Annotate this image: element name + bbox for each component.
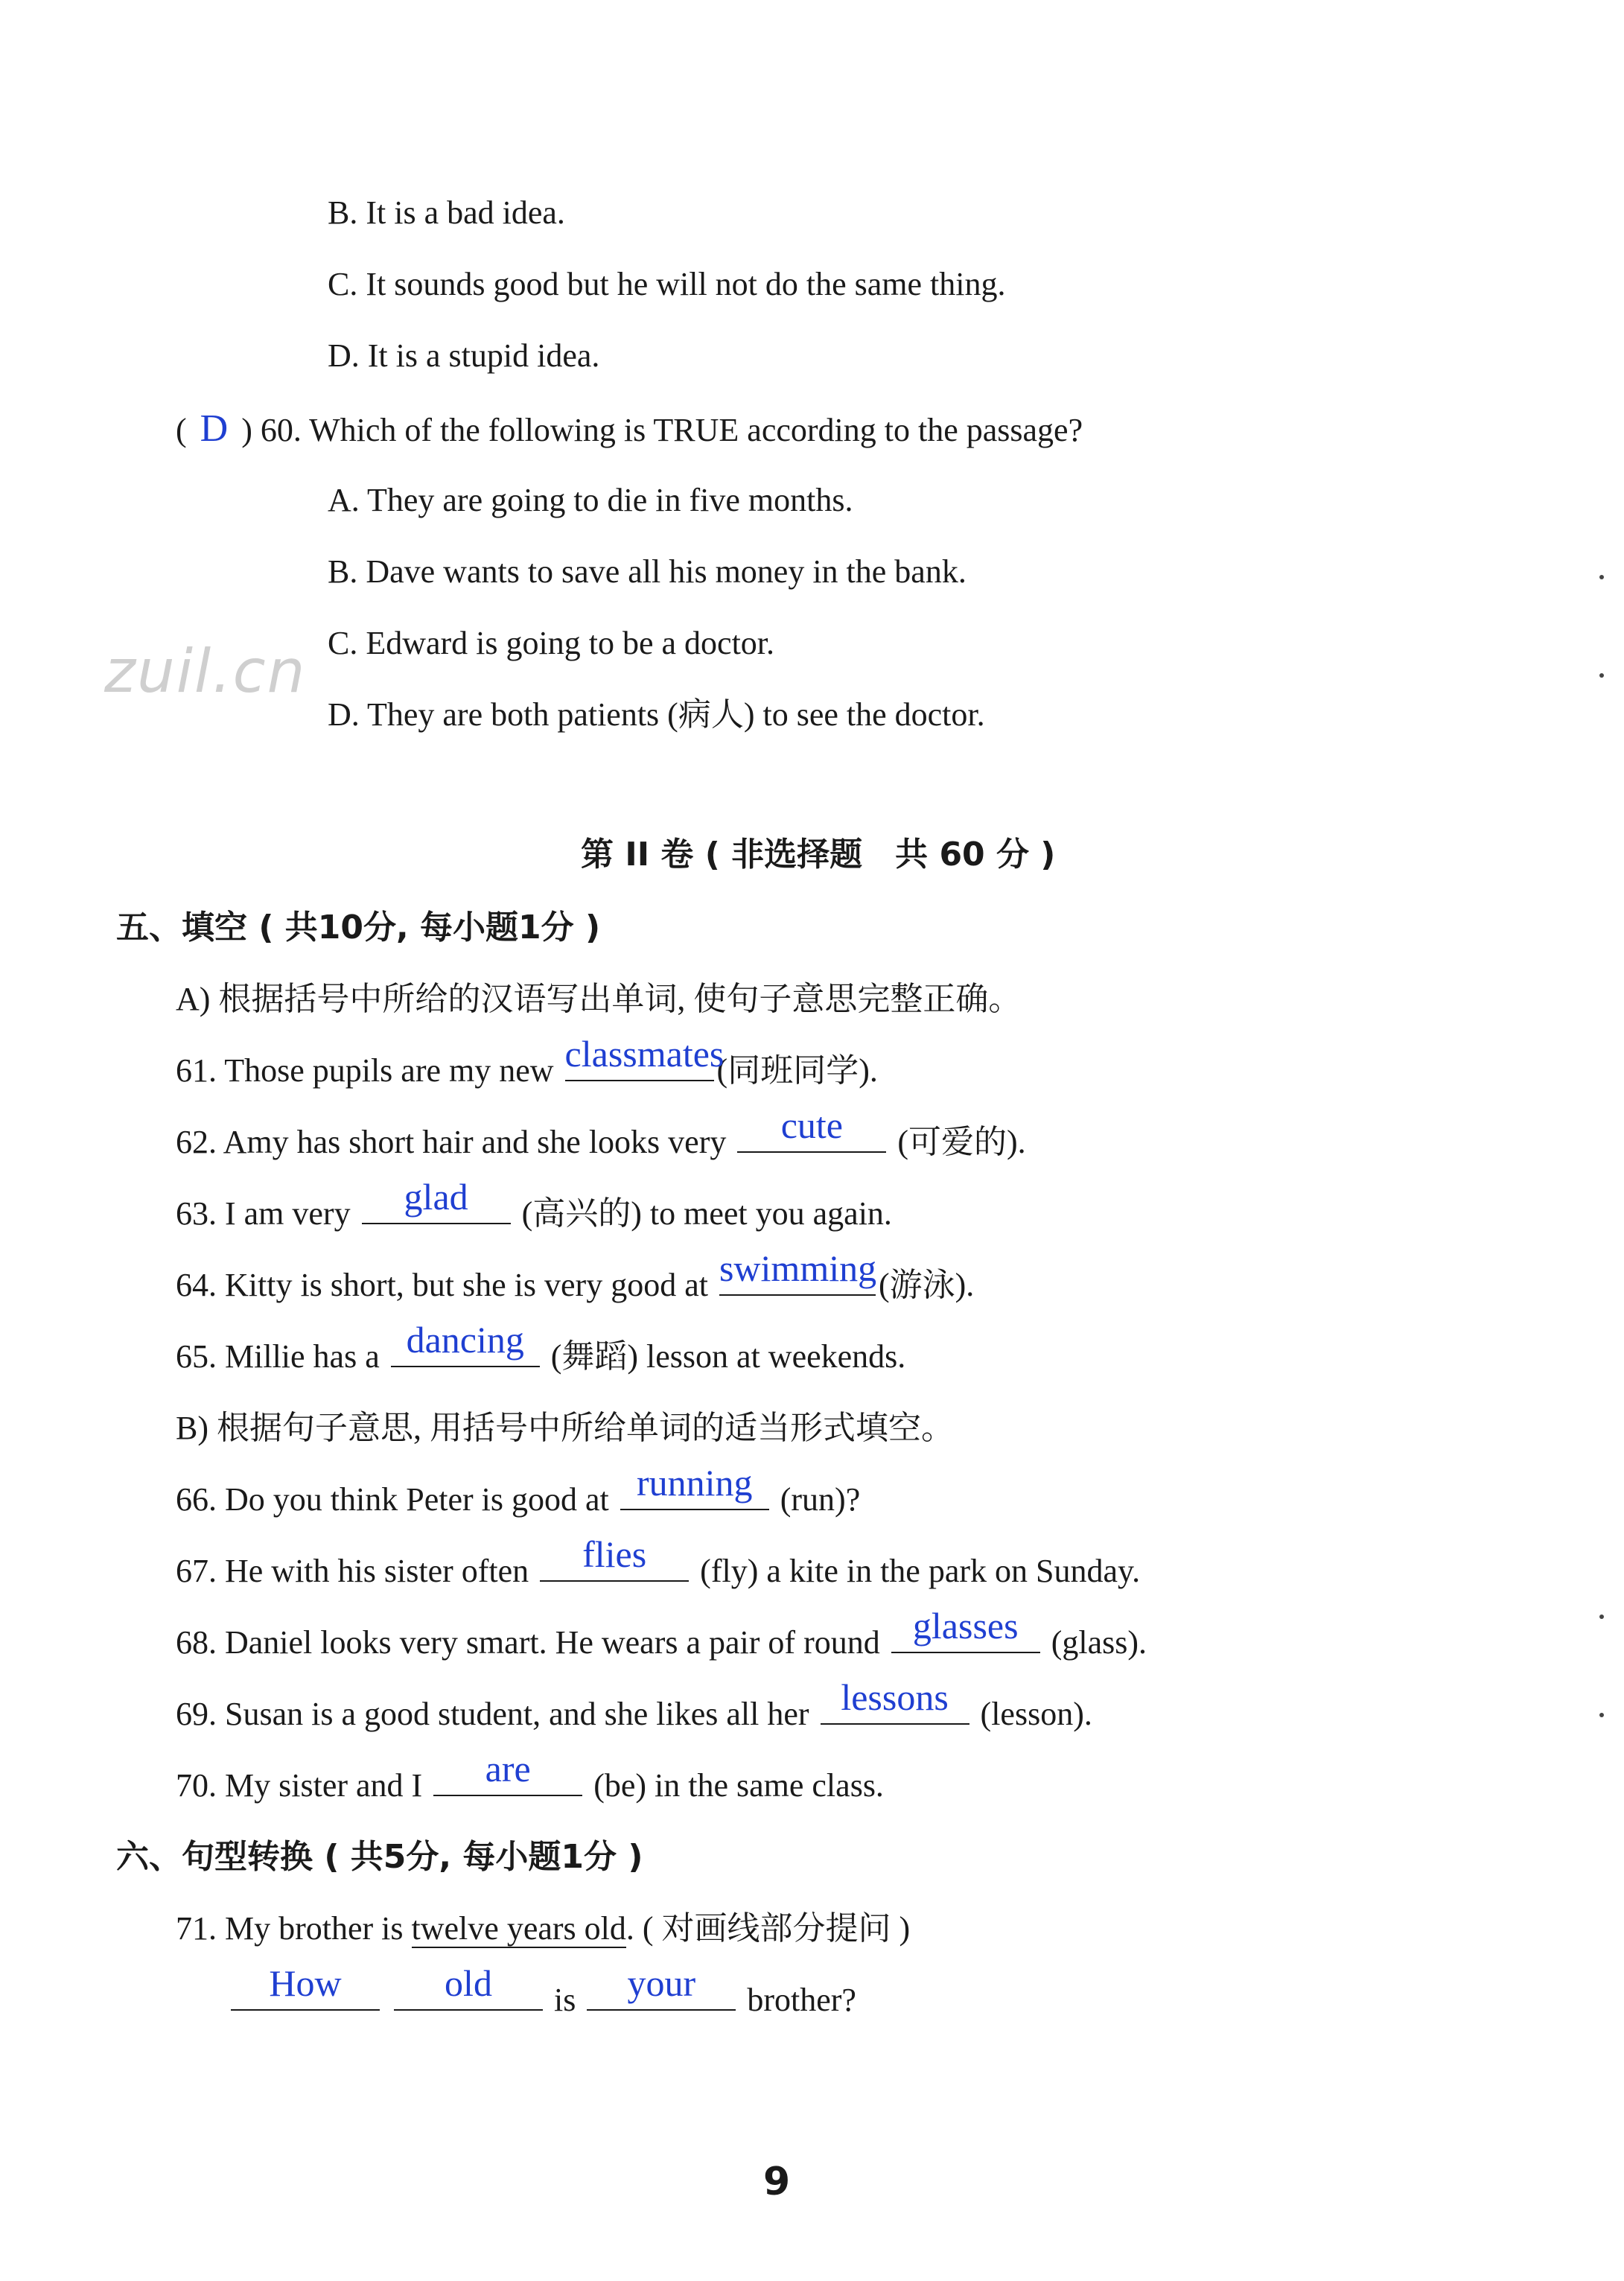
q67	[176, 1533, 1141, 1592]
q65	[176, 1319, 906, 1378]
q71-word-is: is	[554, 1982, 576, 2018]
q66-hint: (run)?	[780, 1481, 861, 1518]
q60-answer: D	[200, 407, 229, 450]
section5-title: 五、填空 ( 共10分, 每小题1分 )	[116, 909, 601, 947]
q71-answer-3: your	[627, 1962, 696, 2004]
q68-blank[interactable]	[891, 1605, 1040, 1653]
margin-mark	[1599, 673, 1604, 678]
q70	[176, 1748, 884, 1807]
q71-answer-2: old	[445, 1962, 492, 2004]
q61	[176, 1033, 878, 1092]
q61-text: 61. Those pupils are my new	[176, 1052, 554, 1089]
q71-word-brother: brother?	[747, 1982, 856, 2018]
q61-hint: (同班同学).	[716, 1052, 878, 1089]
q68-answer: glasses	[912, 1605, 1019, 1647]
q64-text: 64. Kitty is short, but she is very good at	[176, 1267, 708, 1303]
q62	[176, 1104, 1026, 1163]
q62-hint: (可爱的).	[897, 1124, 1026, 1160]
q71-answer-line	[228, 1962, 856, 2021]
section6-title: 六、句型转换 ( 共5分, 每小题1分 )	[116, 1838, 643, 1876]
q65-answer: dancing	[406, 1319, 524, 1361]
q63-text: 63. I am very	[176, 1195, 351, 1232]
q60-option-b: B. Dave wants to save all his money in the bank.	[328, 553, 967, 590]
q71-text: 71. My brother is	[176, 1910, 404, 1947]
q68-hint: (glass).	[1051, 1624, 1147, 1661]
q64-blank[interactable]	[719, 1247, 877, 1296]
q64-hint: (游泳).	[878, 1267, 975, 1303]
part2-title: 第 II 卷 ( 非选择题 共 60 分 )	[581, 836, 1056, 874]
q59-option-b: B. It is a bad idea.	[328, 194, 565, 231]
q70-blank[interactable]	[433, 1748, 582, 1796]
q61-answer: classmates	[564, 1033, 725, 1075]
q62-answer: cute	[780, 1104, 843, 1146]
q64	[176, 1247, 975, 1306]
q61-blank[interactable]	[564, 1033, 725, 1081]
page-number: 9	[763, 2160, 791, 2204]
q59-option-c: C. It sounds good but he will not do the same thing.	[328, 266, 1006, 302]
q71	[176, 1908, 910, 1950]
q69-hint: (lesson).	[980, 1696, 1092, 1732]
q70-answer: are	[485, 1748, 531, 1790]
q65-hint: (舞蹈) lesson at weekends.	[550, 1338, 906, 1375]
q60-stem: 60. Which of the following is TRUE according to the passage?	[260, 412, 1083, 448]
q60-option-d: D. They are both patients (病人) to see the doctor.	[328, 696, 985, 733]
q60-stem-line	[176, 408, 1083, 451]
q64-answer: swimming	[719, 1247, 877, 1289]
q71-blank-1[interactable]	[231, 1962, 380, 2011]
section5-part-a: A) 根据括号中所给的汉语写出单词, 使句子意思完整正确。	[176, 981, 1022, 1017]
watermark: zuil.cn	[104, 637, 307, 706]
q60-option-a: A. They are going to die in five months.	[328, 482, 853, 518]
q69	[176, 1676, 1092, 1735]
q70-hint: (be) in the same class.	[593, 1767, 884, 1804]
q63-blank[interactable]	[362, 1176, 511, 1224]
q62-blank[interactable]	[737, 1104, 886, 1153]
q66-blank[interactable]	[620, 1462, 769, 1510]
q71-blank-2[interactable]	[394, 1962, 543, 2011]
q60-option-c: C. Edward is going to be a doctor.	[328, 625, 775, 661]
q63-answer: glad	[404, 1176, 468, 1218]
q71-blank-3[interactable]	[587, 1962, 736, 2011]
q69-text: 69. Susan is a good student, and she likes all her	[176, 1696, 809, 1732]
q68-text: 68. Daniel looks very smart. He wears a pair of round	[176, 1624, 880, 1661]
q66-text: 66. Do you think Peter is good at	[176, 1481, 609, 1518]
q68	[176, 1605, 1147, 1664]
q69-blank[interactable]	[821, 1676, 969, 1725]
q59-option-d: D. It is a stupid idea.	[328, 337, 600, 374]
q60-paren-close: )	[241, 412, 252, 448]
q65-blank[interactable]	[391, 1319, 540, 1367]
margin-mark	[1599, 1614, 1604, 1619]
q67-answer: flies	[582, 1533, 647, 1575]
q71-answer-1: How	[269, 1962, 342, 2004]
q60-paren-open: (	[176, 412, 187, 448]
q65-text: 65. Millie has a	[176, 1338, 380, 1375]
q62-text: 62. Amy has short hair and she looks very	[176, 1124, 727, 1160]
q66	[176, 1462, 861, 1521]
q69-answer: lessons	[841, 1676, 949, 1718]
q66-answer: running	[636, 1462, 753, 1504]
q67-text: 67. He with his sister often	[176, 1553, 529, 1589]
section5-part-b: B) 根据句子意思, 用括号中所给单词的适当形式填空。	[176, 1410, 954, 1446]
q63	[176, 1176, 892, 1235]
q67-hint: (fly) a kite in the park on Sunday.	[700, 1553, 1141, 1589]
q71-underlined-phrase: twelve years old	[411, 1910, 626, 1947]
margin-mark	[1599, 575, 1604, 579]
margin-mark	[1599, 1713, 1604, 1717]
q70-text: 70. My sister and I	[176, 1767, 423, 1804]
q63-hint: (高兴的) to meet you again.	[521, 1195, 892, 1232]
q71-instruction: . ( 对画线部分提问 )	[625, 1910, 911, 1947]
q67-blank[interactable]	[540, 1533, 689, 1582]
